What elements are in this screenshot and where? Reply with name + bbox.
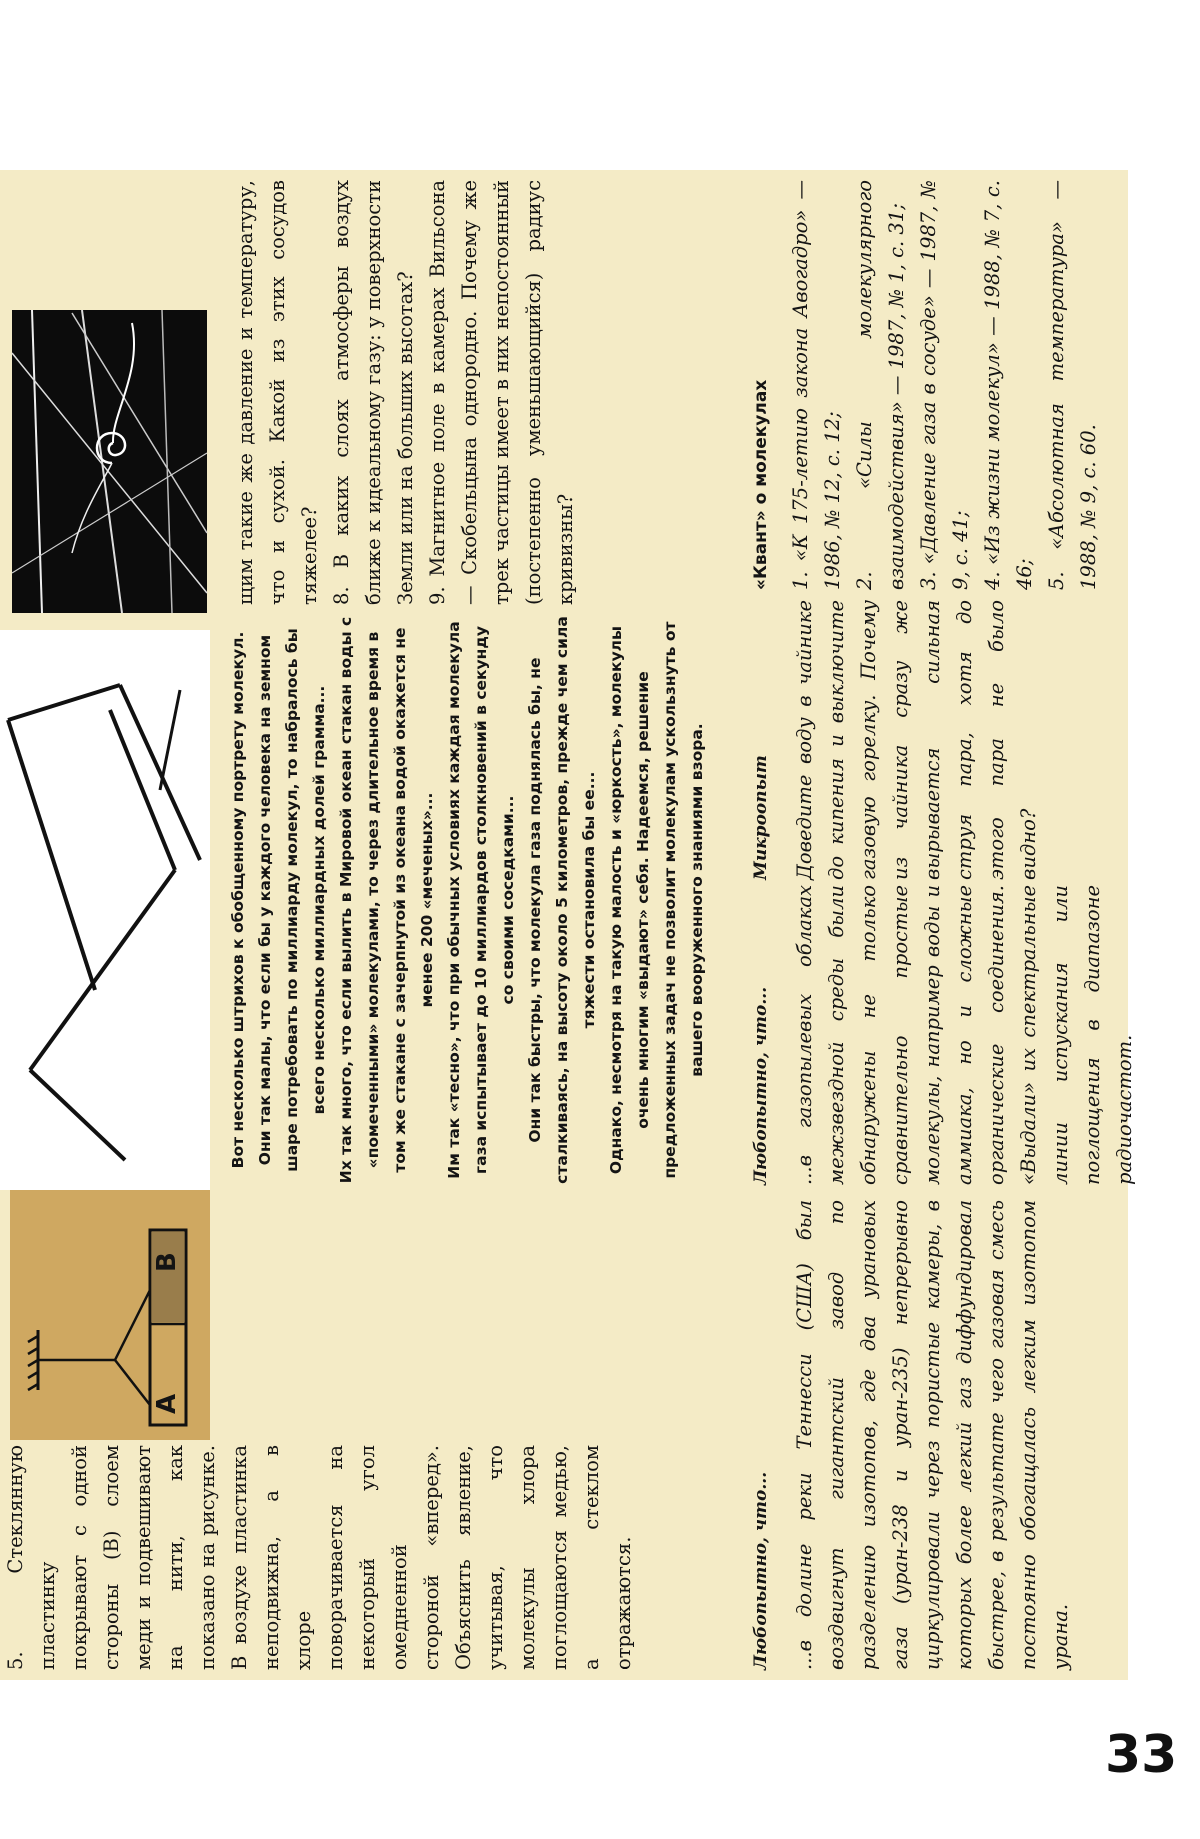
center-paragraph-1: Они так малы, что если бы у каждого человека на земном шаре потребовать по миллиарду молекул, то набралось бы всего несколько миллиардных долей грамма... xyxy=(256,628,328,1172)
kvant-bibliography xyxy=(745,180,1100,590)
problem-5-text xyxy=(0,1445,635,1670)
problem-9: 9. Магнитное поле в камерах Вильсона — Скобельцына однородно. Почему же трек частицы имеет в них непостоянный (постепенно уменьшающийся) радиус кривизны? xyxy=(426,180,577,605)
curious-text-1: ...в долине реки Теннесси (США) был воздвигнут гигантский завод по разделению изотопов, где два урановых газа (уран-238 и уран-235) непрерывно циркулировали через пористые камеры, в которых более легкий газ диффундировал быстрее, в результате чего газовая смесь постоянно обогащалась легким изотопом урана. xyxy=(793,1200,1072,1670)
micro-experiment-lead: Микроопыт xyxy=(751,755,771,880)
page-number: 33 xyxy=(1105,1725,1178,1785)
curious-lead-1: Любопытно, что... xyxy=(751,1471,771,1670)
cloud-chamber-track-photo xyxy=(12,310,207,613)
problem-7-8-9-column xyxy=(230,180,690,605)
geometry-figure xyxy=(0,630,210,1190)
particle-tracks-drawing xyxy=(12,310,207,613)
problem-7-end: щим такие же давление и температуру, что и сухой. Какой из этих сосудов тяжелее? xyxy=(234,180,321,605)
center-paragraph-5: Однако, несмотря на такую малость и «юркость», молекулы очень многим «выдают» себя. Надеемся, решение предложенных задач не позволит молекулам ускользнуть от вашего вооруженного знаниями взора. xyxy=(607,621,706,1179)
bibliography-item: 3. «Давление газа в сосуде» — 1987, № 9, с. 41; xyxy=(917,180,972,590)
curious-text-2: ...в газопылевых облаках межзвездной среды были обнаружены не только сравнительно простые молекулы, например воды и аммиака, но и сложные органические соединения. «Выдали» их спектральные линии испускания или поглощения в диапазоне радиочастот. xyxy=(793,885,1136,1185)
curious-box-interstellar xyxy=(745,885,1136,1185)
center-heading: Вот несколько штрихов к обобщенному портрету молекул. xyxy=(229,631,247,1169)
bibliography-item: 4. «Из жизни молекул» — 1988, № 7, с. 46; xyxy=(981,180,1036,590)
label-b: B xyxy=(152,1252,182,1272)
molecules-portrait-text xyxy=(225,615,706,1185)
bibliography-heading: «Квант» о молекулах xyxy=(751,379,771,590)
problem-5-text-continued xyxy=(225,1190,395,1670)
rotated-page-content xyxy=(0,170,1136,1680)
bibliography-item: 5. «Абсолютная температура» — 1988, № 9, с. 60. xyxy=(1045,180,1100,590)
curious-box-tennessee xyxy=(745,1200,1095,1670)
problem-5-body: 5. Стеклянную пластинку покрывают с одной стороны (В) слоем меди и подвешивают на нити, как показано на рисунке. В воздухе пластинка неподвижна, а в хлоре поворачивается на некоторый угол омедненной стороной «вперед». Объяснить явление, учитывая, что молекулы хлора поглощаются медью, а стеклом отражаются. xyxy=(4,1445,635,1670)
bibliography-item: 2. «Силы молекулярного взаимодействия» — 1987, № 1, с. 31; xyxy=(853,180,908,590)
label-a: A xyxy=(152,1393,182,1414)
micro-experiment-box xyxy=(745,600,1095,880)
geometric-lines-drawing xyxy=(0,630,210,1190)
center-paragraph-3: Им так «тесно», что при обычных условиях каждая молекула газа испытывает до 10 миллиардов столкновений в секунду со своими соседками... xyxy=(445,621,517,1179)
apparatus-figure xyxy=(10,1185,210,1440)
curious-lead-2: Любопытно, что... xyxy=(751,986,771,1185)
bibliography-item: 1. «К 175-летию закона Авогадро» — 1986, № 12, с. 12; xyxy=(789,180,844,590)
problem-8: 8. В каких слоях атмосферы воздух ближе к идеальному газу: у поверхности Земли или на больших высотах? xyxy=(330,180,417,605)
micro-experiment-text: Доведите воду в чайнике до кипения и выключите газовую горелку. Почему из чайника сразу же вырывается сильная струя пара, хотя до этого пара не было видно? xyxy=(793,600,1040,880)
center-paragraph-2: Их так много, что если вылить в Мировой океан стакан воды с «помеченными» молекулами, то через длительное время в том же стакане с зачерпнутой из океана водой окажется не менее 200 «меченых»... xyxy=(337,616,436,1184)
center-paragraph-4: Они так быстры, что молекула газа поднялась бы, не сталкиваясь, на высоту около 5 километров, прежде чем сила тяжести остановила бы ее... xyxy=(526,616,598,1184)
